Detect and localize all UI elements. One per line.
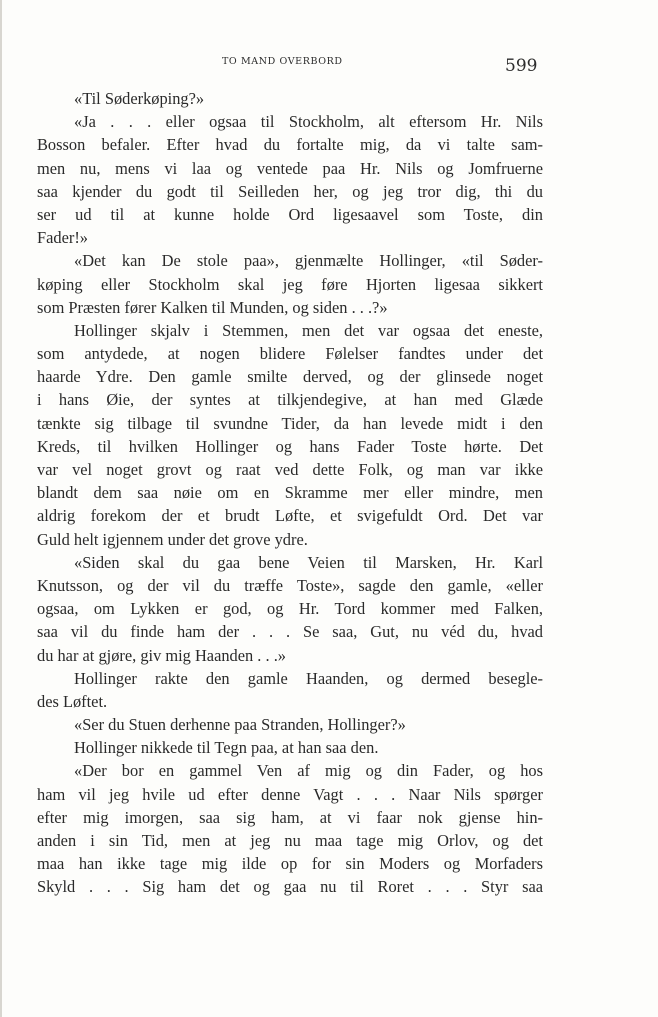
text-line: Bosson befaler. Efter hvad du fortalte mig, da vi talte sam-: [37, 135, 543, 155]
text-line: Knutsson, og der vil du træffe Toste», sagde den gamle, «eller: [37, 575, 543, 595]
text-line: ogsaa, om Lykken er god, og Hr. Tord kommer med Falken,: [37, 599, 543, 619]
text-line: «Der bor en gammel Ven af mig og din Fader, og hos: [74, 761, 543, 781]
text-line: «Det kan De stole paa», gjenmælte Hollinger, «til Søder-: [74, 251, 543, 271]
page-edge: [0, 0, 2, 1017]
text-line: du har at gjøre, giv mig Haanden . . .»: [37, 645, 286, 665]
text-line: Hollinger nikkede til Tegn paa, at han saa den.: [74, 738, 379, 758]
text-line: des Løftet.: [37, 691, 108, 711]
text-line: køping eller Stockholm skal jeg føre Hjorten ligesaa sikkert: [37, 274, 543, 294]
text-line: aldrig forekom der et brudt Løfte, et svigefuldt Ord. Det var: [37, 506, 543, 526]
text-line: Hollinger skjalv i Stemmen, men det var ogsaa det eneste,: [74, 320, 543, 340]
text-line: Skyld . . . Sig ham det og gaa nu til Roret . . . Styr saa: [37, 877, 543, 897]
running-head: TO MAND OVERBORD: [222, 56, 343, 67]
text-line: men nu, mens vi laa og ventede paa Hr. Nils og Jomfruerne: [37, 158, 543, 178]
text-line: «Til Søderkøping?»: [74, 89, 205, 108]
text-line: i hans Øie, der syntes at tilkjendegive, at han med Glæde: [37, 390, 543, 410]
text-line: Fader!»: [37, 228, 88, 248]
text-line: anden i sin Tid, men at jeg nu maa tage mig Orlov, og det: [37, 831, 543, 850]
text-line: Hollinger rakte den gamle Haanden, og dermed besegle-: [74, 668, 543, 688]
text-line: blandt dem saa nøie om en Skramme mer eller mindre, men: [37, 483, 543, 503]
text-line: Kreds, til hvilken Hollinger og hans Fader Toste hørte. Det: [37, 436, 543, 456]
text-line: Guld helt igjennem under det grove ydre.: [37, 529, 308, 549]
text-line: var vel noget grovt og raat ved dette Folk, og man var ikke: [37, 460, 543, 479]
text-line: ham vil jeg hvile ud efter denne Vagt . . . Naar Nils spørger: [37, 784, 543, 804]
text-line: «Ja . . . eller ogsaa til Stockholm, alt eftersom Hr. Nils: [74, 112, 543, 132]
text-line: saa kjender du godt til Seilleden her, og jeg tror dig, thi du: [37, 181, 543, 201]
text-line: tænkte sig tilbage til svundne Tider, da han levede midt i den: [37, 413, 543, 433]
text-line: efter mig imorgen, saa sig ham, at vi faar nok gjense hin-: [37, 807, 543, 827]
text-line: «Ser du Stuen derhenne paa Stranden, Hollinger?»: [74, 715, 406, 735]
text-line: haarde Ydre. Den gamle smilte derved, og der glinsede noget: [37, 367, 543, 387]
text-line: maa han ikke tage mig ilde op for sin Moders og Morfaders: [37, 854, 543, 874]
page-number: 599: [505, 56, 538, 76]
body-text: [37, 87, 543, 899]
text-line: saa vil du finde ham der . . . Se saa, Gut, nu véd du, hvad: [37, 622, 543, 642]
text-line: «Siden skal du gaa bene Veien til Marsken, Hr. Karl: [74, 552, 543, 572]
text-line: som antydede, at nogen blidere Følelser fandtes under det: [37, 344, 543, 364]
text-line: som Præsten fører Kalken til Munden, og siden . . .?»: [37, 297, 388, 317]
text-line: ser ud til at kunne holde Ord ligesaavel som Toste, din: [37, 204, 543, 224]
